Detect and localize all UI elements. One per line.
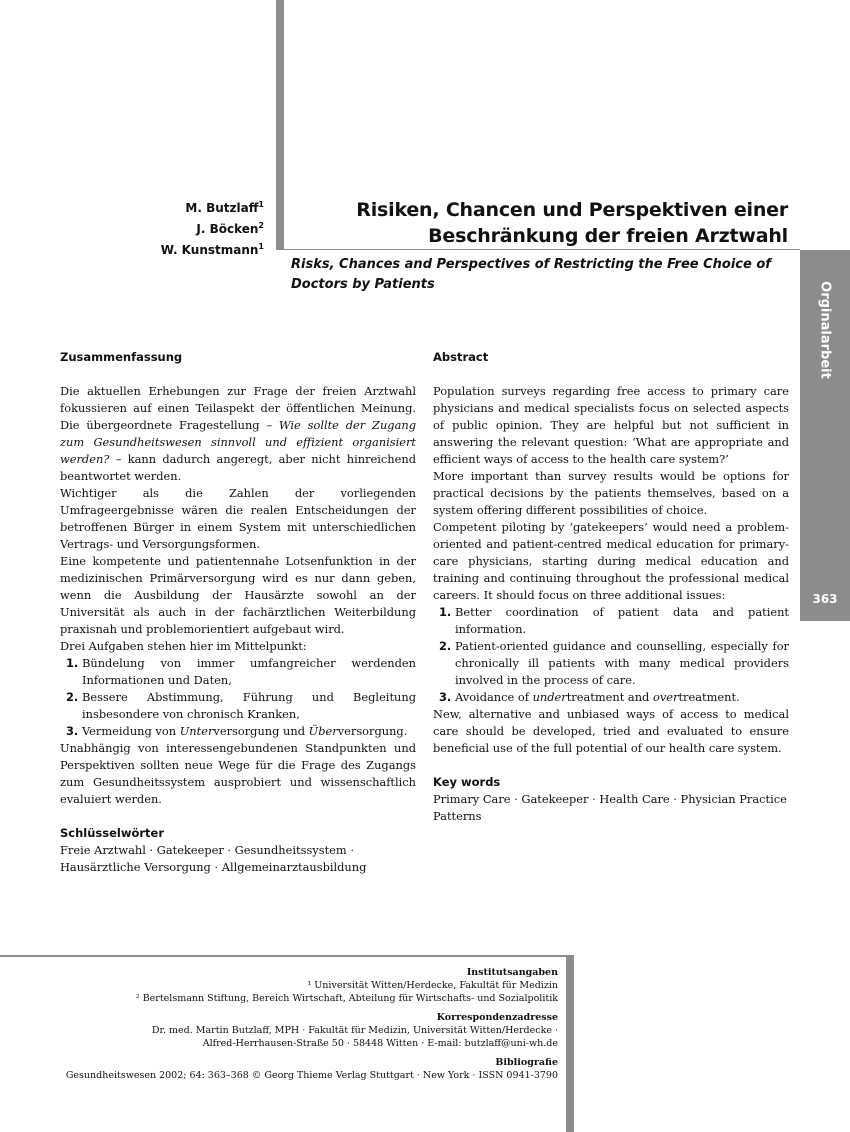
author-1: M. Butzlaff$^1$ — [185, 200, 264, 215]
list-item: 2. Bessere Abstimmung, Führung und Begleitung insbesondere von chronisch Kranken, — [66, 690, 416, 721]
institution-1: ¹ Universität Witten/Herdecke, Fakultät für Medizin — [307, 980, 558, 991]
correspondence-heading: Korrespondenzadresse — [436, 1012, 558, 1023]
key-words-heading: Key words — [433, 775, 501, 789]
bibliography-heading: Bibliografie — [495, 1057, 558, 1068]
left-paragraph-4: Drei Aufgaben stehen hier im Mittelpunkt: — [60, 639, 307, 653]
section-side-tab — [800, 250, 850, 621]
left-task-list — [60, 655, 416, 740]
correspondence-line-1: Dr. med. Martin Butzlaff, MPH · Fakultät für Medizin, Universität Witten/Herdecke · — [151, 1025, 558, 1036]
side-tab-label: Orginalarbeit — [817, 281, 833, 379]
list-item: 2. Patient-oriented guidance and counselling, especially for chronically ill patients with many medical providers involved in the process of care. — [439, 639, 789, 687]
abstract-heading: Abstract — [433, 350, 489, 364]
left-paragraph-3: Eine kompetente und patientennahe Lotsenfunktion in der medizinischen Primärversorgung wird es nur dann geben, wenn die Ausbildung der Hausärzte sowohl an der Universität als auch in der fachärztlichen Weiterbildung praxisnah und problemorientiert aufgebaut wird. — [60, 554, 416, 636]
title-line-2: Beschränkung der freien Arztwahl — [428, 225, 788, 247]
zusammenfassung-heading: Zusammenfassung — [60, 350, 183, 364]
page-number: 363 — [812, 592, 838, 606]
left-paragraph-2: Wichtiger als die Zahlen der vorliegenden Umfrageergebnisse wären die realen Entscheidungen der betroffenen Bürger in einem System mit unterschiedlichen Vertrags- und Versorgungsformen. — [60, 486, 416, 551]
title-line-1: Risiken, Chancen und Perspektiven einer — [356, 199, 788, 221]
german-abstract-column — [60, 349, 416, 876]
title-underline — [276, 249, 800, 250]
list-item: 3. Avoidance of undertreatment and overtreatment. — [439, 690, 740, 704]
header-vertical-bar — [276, 0, 284, 250]
list-item: 1. Better coordination of patient data and patient information. — [439, 605, 789, 636]
right-paragraph-2: More important than survey results would be options for practical decisions by the patients themselves, based on a system offering different possibilities of choice. — [433, 469, 789, 517]
list-item: 1. Bündelung von immer umfangreicher werdenden Informationen und Daten, — [66, 656, 416, 687]
english-subtitle: Risks, Chances and Perspectives of Restricting the Free Choice of Doctors by Patients — [291, 257, 771, 292]
right-paragraph-3: Competent piloting by ‘gatekeepers’ would need a problem-oriented and patient-centred medical education for primary-care physicians, starting during medical education and training and continuing throughout the professional medical careers. It should focus on three additional issues: — [433, 520, 789, 602]
footer-vertical-bar — [566, 955, 574, 1132]
right-paragraph-4: New, alternative and unbiased ways of access to medical care should be developed, tried and evaluated to ensure beneficial use of the full potential of our health care system. — [433, 707, 789, 755]
list-item: 3. Vermeidung von Unterversorgung und Überversorgung. — [66, 724, 408, 738]
footer-rule — [0, 955, 567, 957]
german-keywords: Freie Arztwahl · Gatekeeper · Gesundheitssystem · Hausärztliche Versorgung · Allgemeinarztausbildung — [60, 843, 367, 874]
institution-2: ² Bertelsmann Stiftung, Bereich Wirtschaft, Abteilung für Wirtschafts- und Sozialpolitik — [135, 993, 558, 1004]
bibliography-citation: Gesundheitswesen 2002; 64: 363–368 © Georg Thieme Verlag Stuttgart · New York · ISSN 0941-3790 — [65, 1070, 558, 1081]
author-3: W. Kunstmann$^1$ — [160, 242, 264, 257]
article-title — [356, 197, 788, 249]
english-abstract-column — [433, 349, 789, 825]
left-paragraph-1: Die aktuellen Erhebungen zur Frage der freien Arztwahl fokussieren auf einen Teilaspekt der öffentlichen Meinung. Die übergeordnete Fragestellung – Wie sollte der Zugang zum Gesundheitswesen sinnvoll und effizient organisiert werden? – kann dadurch angeregt, aber nicht hinreichend beantwortet werden. — [60, 384, 416, 483]
institution-heading: Institutsangaben — [466, 967, 558, 978]
correspondence-line-2: Alfred-Herrhausen-Straße 50 · 58448 Witten · E-mail: butzlaff@uni-wh.de — [202, 1038, 558, 1049]
left-paragraph-5: Unabhängig von interessengebundenen Standpunkten und Perspektiven sollten neue Wege für die Frage des Zugangs zum Gesundheitssystem ausprobiert und wissenschaftlich evaluiert werden. — [60, 741, 416, 806]
schluesselwoerter-heading: Schlüsselwörter — [60, 826, 165, 840]
author-2: J. Böcken$^2$ — [196, 221, 264, 236]
article-footer — [38, 966, 558, 1082]
author-list — [161, 196, 264, 259]
english-keywords: Primary Care · Gatekeeper · Health Care · Physician Practice Patterns — [433, 792, 787, 823]
right-paragraph-1: Population surveys regarding free access to primary care physicians and medical specialists focus on selected aspects of public opinion. They are helpful but not sufficient in answering the relevant question: ‘What are appropriate and efficient ways of access to the health care system?’ — [433, 384, 789, 466]
right-issue-list — [433, 604, 789, 706]
